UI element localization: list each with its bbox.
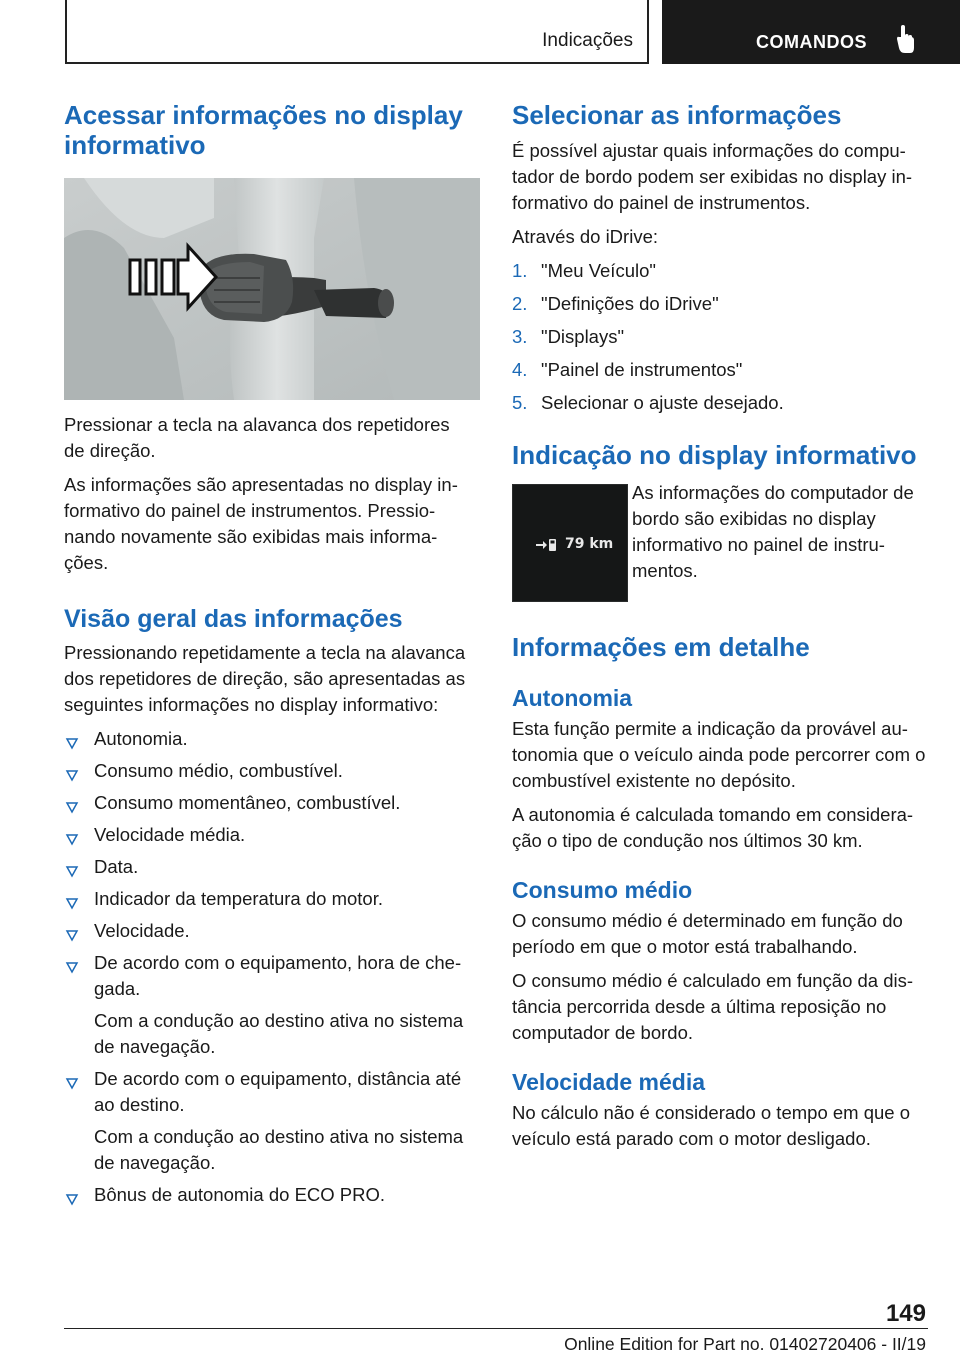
heading-info-detail: Informações em detalhe <box>512 632 810 662</box>
list-item: De acordo com o equipamento, hora de che-gada. Com a condução ao destino ativa no sistema de navegação. <box>64 950 480 1060</box>
chapter-title: COMANDOS <box>756 32 867 52</box>
paragraph-display-info: As informações do computador de bordo são exibidas no display informativo no painel de instru-mentos. <box>632 482 914 581</box>
list-item: Bônus de autonomia do ECO PRO. <box>64 1182 480 1208</box>
list-item: 1. "Meu Veículo" <box>512 260 656 281</box>
list-item: Consumo médio, combustível. <box>64 758 480 784</box>
list-item: De acordo com o equipamento, distância até ao destino. Com a condução ao destino ativa no sistema de navegação. <box>64 1066 480 1176</box>
heading-avg-consumption: Consumo médio <box>512 877 693 903</box>
heading-display-indication: Indicação no display informativo <box>512 440 917 470</box>
heading-select-info: Selecionar as informações <box>512 100 842 130</box>
left-column <box>64 100 480 1208</box>
section-title: Indicações <box>542 30 633 51</box>
list-item: Autonomia. <box>64 726 480 752</box>
fuel-pump-icon <box>535 537 559 558</box>
list-item: 4. "Painel de instrumentos" <box>512 359 743 380</box>
triangle-bullet-icon <box>65 891 79 917</box>
triangle-bullet-icon <box>65 731 79 757</box>
list-item: 2. "Definições do iDrive" <box>512 293 719 314</box>
heading-info-overview: Visão geral das informações <box>64 605 403 633</box>
paragraph-avg-consumption-2: O consumo médio é calculado em função da dis-tância percorrida desde a última reposição no computador de bordo. <box>512 970 914 1043</box>
chapter-tab <box>662 0 960 64</box>
bullet-note: Com a condução ao destino ativa no sistema de navegação. <box>94 1126 464 1173</box>
paragraph-pressing-repeatedly: Pressionando repetidamente a tecla na alavanca dos repetidores de direção, são apresentadas as seguintes informações no display informativo: <box>64 642 466 715</box>
list-item: 5. Selecionar o ajuste desejado. <box>512 392 784 413</box>
triangle-bullet-icon <box>65 955 79 981</box>
list-item: Velocidade média. <box>64 822 480 848</box>
footer-divider <box>64 1328 928 1329</box>
paragraph-autonomy-function: Esta função permite a indicação da provável au-tonomia que o veículo ainda pode percorrer com o combustível existente no depósito. <box>512 718 926 791</box>
pointing-hand-icon <box>894 24 916 59</box>
list-item: Indicador da temperatura do motor. <box>64 886 480 912</box>
bullet-note: Com a condução ao destino ativa no sistema de navegação. <box>94 1010 464 1057</box>
heading-autonomy: Autonomia <box>512 685 633 711</box>
heading-access-info: Acessar informações no display informativo <box>64 100 463 160</box>
paragraph-avg-consumption-1: O consumo médio é determinado em função do período em que o motor está trabalhando. <box>512 910 903 957</box>
paragraph-avg-speed: No cálculo não é considerado o tempo em que o veículo está parado com o motor desligado. <box>512 1102 911 1149</box>
info-bullet-list <box>64 726 480 1208</box>
figure-caption: Pressionar a tecla na alavanca dos repetidores de direção. <box>64 414 450 461</box>
instrument-display-image <box>512 484 628 602</box>
running-header-left <box>65 0 649 64</box>
heading-avg-speed: Velocidade média <box>512 1069 706 1095</box>
list-item: Velocidade. <box>64 918 480 944</box>
paragraph-via-idrive: Através do iDrive: <box>512 226 658 247</box>
page-number: 149 <box>885 1300 926 1327</box>
display-range-value: 79 km <box>565 536 614 552</box>
triangle-bullet-icon <box>65 1071 79 1097</box>
list-item: Data. <box>64 854 480 880</box>
triangle-bullet-icon <box>65 795 79 821</box>
triangle-bullet-icon <box>65 763 79 789</box>
list-item: Consumo momentâneo, combustível. <box>64 790 480 816</box>
triangle-bullet-icon <box>65 1187 79 1213</box>
triangle-bullet-icon <box>65 859 79 885</box>
edition-footer: Online Edition for Part no. 01402720406 - II/19 <box>564 1334 926 1354</box>
right-column <box>512 100 928 1152</box>
triangle-bullet-icon <box>65 827 79 853</box>
display-block <box>512 484 928 602</box>
idrive-steps-list <box>512 258 928 416</box>
triangle-bullet-icon <box>65 923 79 949</box>
paragraph-info-presented: As informações são apresentadas no display in-formativo do painel de instrumentos. Pressio-nando novamente são exibidas mais informa-ções. <box>64 474 458 573</box>
list-item: 3. "Displays" <box>512 326 625 347</box>
paragraph-autonomy-calc: A autonomia é calculada tomando em considera-ção o tipo de condução nos últimos 30 km. <box>512 804 914 851</box>
turn-signal-lever-figure <box>64 178 480 400</box>
paragraph-adjust-info: É possível ajustar quais informações do compu-tador de bordo podem ser exibidas no display in-formativo do painel de instrumentos. <box>512 140 913 213</box>
